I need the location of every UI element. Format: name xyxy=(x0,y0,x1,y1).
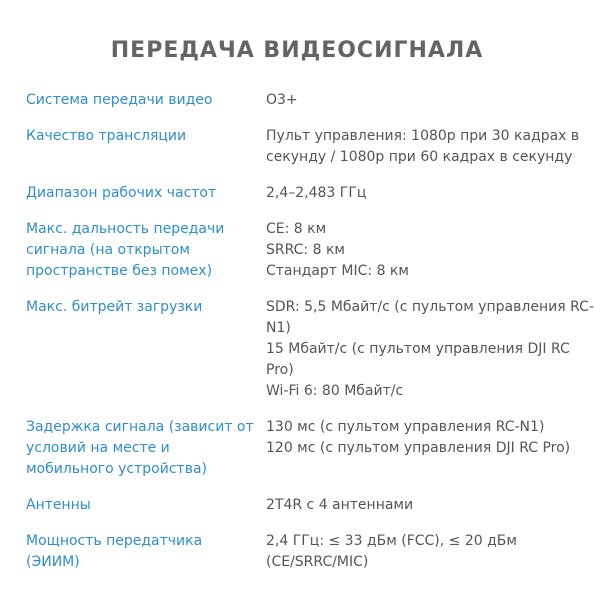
spec-value xyxy=(266,126,586,168)
spec-label-line: пространстве без помех) xyxy=(26,263,213,279)
spec-label-line: сигнала (на открытом xyxy=(26,242,190,258)
spec-label-line: Система передачи видео xyxy=(26,92,213,108)
spec-value xyxy=(266,417,586,459)
spec-row-transmitter-power xyxy=(26,531,594,573)
spec-label-line: условий на месте и xyxy=(26,440,170,456)
spec-value-line: 2,4 ГГц: ≤ 33 дБм (FCC), ≤ 20 дБм xyxy=(266,533,517,549)
spec-label xyxy=(26,495,266,516)
spec-value-line: SRRC: 8 км xyxy=(266,242,345,258)
row-gap xyxy=(26,516,594,531)
spec-value-line: O3+ xyxy=(266,92,298,108)
spec-value-line: секунду / 1080p при 60 кадрах в секунду xyxy=(266,149,573,165)
spec-value xyxy=(266,219,586,282)
spec-label xyxy=(26,183,266,204)
spec-value-line: 120 мс (с пультом управления DJI RC Pro) xyxy=(266,440,571,456)
spec-value-line: Wi-Fi 6: 80 Мбайт/с xyxy=(266,383,404,399)
spec-value-line: CE: 8 км xyxy=(266,221,327,237)
spec-row-max-range xyxy=(26,219,594,282)
spec-value-line: SDR: 5,5 Мбайт/с (с пультом управления RC- xyxy=(266,299,594,315)
spec-label-line: Диапазон рабочих частот xyxy=(26,185,217,201)
spec-label xyxy=(26,126,266,147)
spec-value-line: 130 мс (с пультом управления RC-N1) xyxy=(266,419,545,435)
spec-label-line: Задержка сигнала (зависит от xyxy=(26,419,254,435)
spec-value xyxy=(266,495,586,516)
spec-label xyxy=(26,297,266,318)
spec-label-line: мобильного устройства) xyxy=(26,461,207,477)
row-gap xyxy=(26,168,594,183)
spec-row-stream-quality xyxy=(26,126,594,168)
spec-value-line: 15 Мбайт/с (с пультом управления DJI RC xyxy=(266,341,570,357)
spec-value-line: Pro) xyxy=(266,362,294,378)
spec-label-line: Качество трансляции xyxy=(26,128,187,144)
row-gap xyxy=(26,111,594,126)
spec-value xyxy=(266,90,586,111)
spec-label xyxy=(26,219,266,282)
spec-value xyxy=(266,297,594,402)
spec-value-line: Пульт управления: 1080p при 30 кадрах в xyxy=(266,128,580,144)
spec-label-line: Мощность передатчика xyxy=(26,533,203,549)
spec-value xyxy=(266,183,586,204)
row-gap xyxy=(26,282,594,297)
row-gap xyxy=(26,204,594,219)
spec-value xyxy=(266,531,586,573)
spec-row-video-system xyxy=(26,90,594,111)
spec-row-latency xyxy=(26,417,594,480)
row-gap xyxy=(26,480,594,495)
page-title: ПЕРЕДАЧА ВИДЕОСИГНАЛА xyxy=(110,38,484,63)
spec-value-line: 2,4–2,483 ГГц xyxy=(266,185,367,201)
spec-value-line: (CE/SRRC/MIC) xyxy=(266,554,369,570)
spec-value-line: 2T4R с 4 антеннами xyxy=(266,497,414,513)
spec-label-line: Макс. битрейт загрузки xyxy=(26,299,203,315)
spec-row-antennas xyxy=(26,495,594,516)
spec-label xyxy=(26,531,266,573)
spec-label-line: (ЭИИМ) xyxy=(26,554,80,570)
row-gap xyxy=(26,402,594,417)
spec-label-line: Макс. дальность передачи xyxy=(26,221,225,237)
spec-table xyxy=(26,90,594,573)
spec-row-frequency xyxy=(26,183,594,204)
spec-value-line: Стандарт MIC: 8 км xyxy=(266,263,409,279)
spec-row-max-bitrate xyxy=(26,297,594,402)
spec-label xyxy=(26,417,266,480)
spec-value-line: N1) xyxy=(266,320,291,336)
spec-label xyxy=(26,90,266,111)
spec-label-line: Антенны xyxy=(26,497,91,513)
